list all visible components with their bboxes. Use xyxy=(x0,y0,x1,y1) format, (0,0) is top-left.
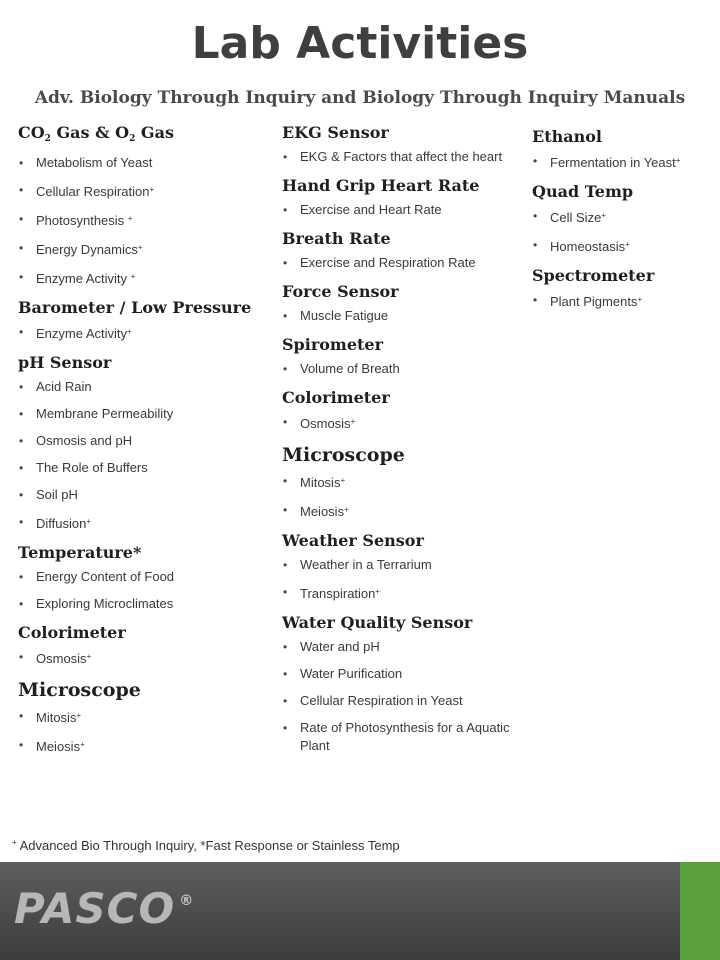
section-list xyxy=(282,360,522,378)
list-item: • Exercise and Respiration Rate xyxy=(282,254,522,272)
list-item: • Muscle Fatigue xyxy=(282,307,522,325)
list-item: • Cellular Respiration+ xyxy=(18,181,273,201)
footer-bar xyxy=(0,862,720,960)
list-item: • Metabolism of Yeast xyxy=(18,154,273,172)
list-item: • Mitosis+ xyxy=(18,707,273,727)
section-title: Spectrometer xyxy=(532,266,655,285)
list-item: • Enzyme Activity + xyxy=(18,268,273,288)
list-item: • Osmosis+ xyxy=(18,648,273,668)
section-list xyxy=(282,556,522,603)
section-list xyxy=(282,254,522,272)
section-title: pH Sensor xyxy=(18,353,112,372)
section-title: Hand Grip Heart Rate xyxy=(282,176,480,195)
section-title: Ethanol xyxy=(532,127,602,146)
list-item: • The Role of Buffers xyxy=(18,459,273,477)
section-list xyxy=(18,568,273,613)
section-list xyxy=(18,378,273,533)
list-item: • Photosynthesis + xyxy=(18,210,273,230)
list-item: • Fermentation in Yeast+ xyxy=(532,152,712,172)
section-list xyxy=(282,307,522,325)
list-item: • Osmosis and pH xyxy=(18,432,273,450)
list-item: • Energy Dynamics+ xyxy=(18,239,273,259)
section-title: Barometer / Low Pressure xyxy=(18,298,252,317)
list-item: • EKG & Factors that affect the heart xyxy=(282,148,522,166)
list-item: • Membrane Permeability xyxy=(18,405,273,423)
list-item: • Exploring Microclimates xyxy=(18,595,273,613)
list-item: • Water and pH xyxy=(282,638,522,656)
list-item: • Cellular Respiration in Yeast xyxy=(282,692,522,710)
column-3 xyxy=(532,126,712,320)
section-title: Quad Temp xyxy=(532,182,634,201)
page-title: Lab Activities xyxy=(191,18,529,69)
section-list xyxy=(532,152,712,172)
list-item: • Soil pH xyxy=(18,486,273,504)
list-item: • Rate of Photosynthesis for a Aquatic Plant xyxy=(282,719,522,755)
page-subtitle: Adv. Biology Through Inquiry and Biology Through Inquiry Manuals xyxy=(34,88,686,108)
list-item: • Volume of Breath xyxy=(282,360,522,378)
section-title: Microscope xyxy=(282,444,405,466)
section-title: Breath Rate xyxy=(282,229,391,248)
list-item: • Weather in a Terrarium xyxy=(282,556,522,574)
footnote: + Advanced Bio Through Inquiry, *Fast Response or Stainless Temp xyxy=(12,838,400,853)
section-list xyxy=(532,207,712,256)
column-1 xyxy=(18,122,273,765)
list-item: • Diffusion+ xyxy=(18,513,273,533)
list-item: • Transpiration+ xyxy=(282,583,522,603)
list-item: • Enzyme Activity+ xyxy=(18,323,273,343)
section-list xyxy=(18,323,273,343)
section-title: Microscope xyxy=(18,679,141,701)
section-list xyxy=(282,413,522,433)
list-item: • Water Purification xyxy=(282,665,522,683)
section-list xyxy=(282,472,522,521)
accent-strip xyxy=(680,862,720,960)
column-2 xyxy=(282,122,522,764)
section-list xyxy=(282,148,522,166)
section-list xyxy=(18,707,273,756)
section-title: Temperature* xyxy=(18,543,142,562)
list-item: • Cell Size+ xyxy=(532,207,712,227)
list-item: • Acid Rain xyxy=(18,378,273,396)
section-title: Weather Sensor xyxy=(282,531,424,550)
logo-text: PASCO xyxy=(14,884,176,933)
section-title: Water Quality Sensor xyxy=(282,613,473,632)
list-item: • Mitosis+ xyxy=(282,472,522,492)
section-title: Colorimeter xyxy=(18,623,126,642)
list-item: • Osmosis+ xyxy=(282,413,522,433)
list-item: • Homeostasis+ xyxy=(532,236,712,256)
list-item: • Exercise and Heart Rate xyxy=(282,201,522,219)
section-title: Force Sensor xyxy=(282,282,399,301)
pasco-logo xyxy=(14,884,194,933)
section-list xyxy=(18,154,273,288)
section-list xyxy=(282,638,522,755)
list-item: • Meiosis+ xyxy=(18,736,273,756)
list-item: • Energy Content of Food xyxy=(18,568,273,586)
list-item: • Plant Pigments+ xyxy=(532,291,712,311)
section-title: EKG Sensor xyxy=(282,123,389,142)
section-title: Colorimeter xyxy=(282,388,390,407)
section-list xyxy=(18,648,273,668)
section-list xyxy=(532,291,712,311)
list-item: • Meiosis+ xyxy=(282,501,522,521)
section-title: Spirometer xyxy=(282,335,384,354)
section-list xyxy=(282,201,522,219)
section-title: $CO_2$ Gas & $O_2$ Gas xyxy=(18,123,174,144)
registered-mark: ® xyxy=(179,893,195,909)
